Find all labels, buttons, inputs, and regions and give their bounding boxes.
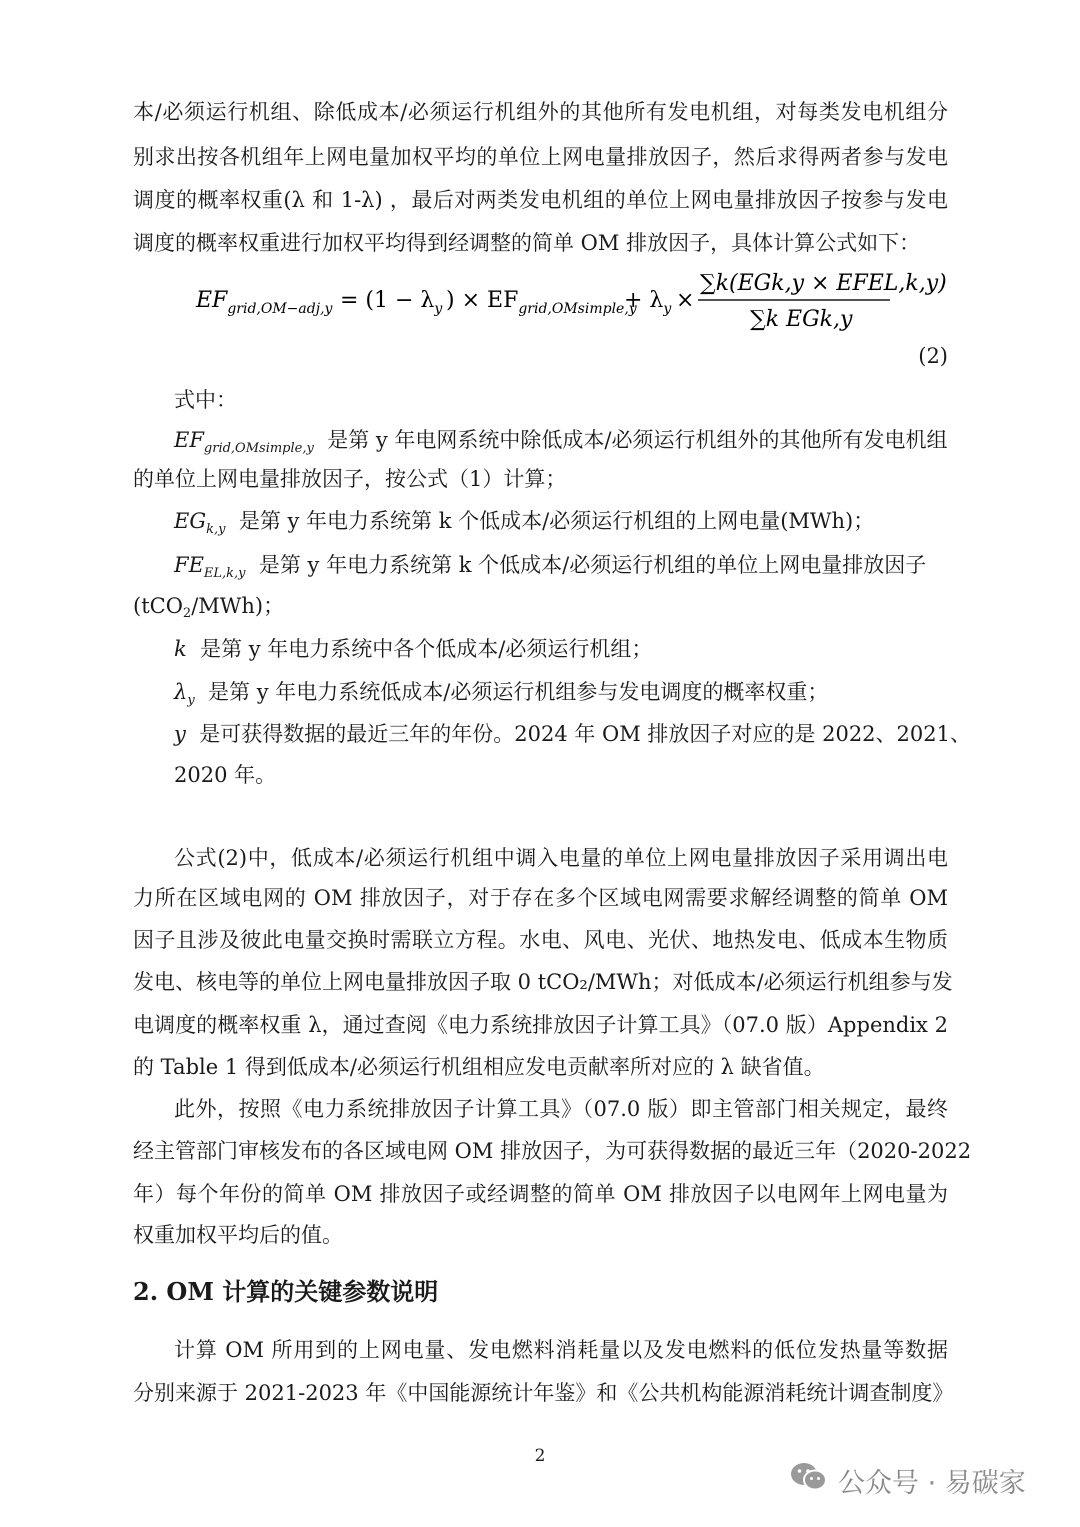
wechat-icon xyxy=(790,1461,828,1500)
symbol-ef-sub: grid,OMsimple,y xyxy=(203,441,314,456)
formula-number: (2) xyxy=(918,344,948,368)
symbol-fe-sub: EL,k,y xyxy=(203,566,246,581)
definition-fe-text: 是第 y 年电力系统第 k 个低成本/必须运行机组的单位上网电量排放因子 xyxy=(258,553,927,577)
watermark xyxy=(790,1460,1026,1500)
paragraph2-line-2: 力所在区域电网的 OM 排放因子，对于存在多个区域电网需要求解经调整的简单 OM xyxy=(133,886,948,910)
symbol-lambda-sub: y xyxy=(187,693,195,708)
paragraph3-line-3: 年）每个年份的简单 OM 排放因子或经调整的简单 OM 排放因子以电网年上网电量为 xyxy=(133,1182,948,1206)
paragraph1-line-2: 别求出按各机组年上网电量加权平均的单位上网电量排放因子，然后求得两者参与发电 xyxy=(133,145,948,169)
paragraph2-line-4: 发电、核电等的单位上网电量排放因子取 0 tCO₂/MWh；对低成本/必须运行机组参与发 xyxy=(133,970,953,994)
paragraph2-line-5: 电调度的概率权重 λ，通过查阅《电力系统排放因子计算工具》（07.0 版）Appendix 2 xyxy=(133,1013,948,1037)
paragraph1-line-4: 调度的概率权重进行加权平均得到经调整的简单 OM 排放因子，具体计算公式如下： xyxy=(133,231,921,255)
formula-lhs: $EF_{grid,OM-adj,y}$ xyxy=(196,288,333,317)
section2-line-2: 分别来源于 2021-2023 年《中国能源统计年鉴》和《公共机构能源消耗统计调查制度》 xyxy=(133,1381,954,1405)
formula-2 xyxy=(0,262,1080,342)
definition-fe-unit xyxy=(133,590,284,630)
watermark-text: 公众号 · 易碳家 xyxy=(838,1467,1026,1499)
symbol-k: k xyxy=(174,637,187,661)
formula-numerator: ∑k(EGk,y × EFEL,k,y) xyxy=(700,271,947,296)
formula-mid: ) × $EF_{grid,OMsimple,y}$ xyxy=(446,288,637,317)
paragraph1-line-1: 本/必须运行机组、除低成本/必须运行机组外的其他所有发电机组，对每类发电机组分 xyxy=(133,100,948,124)
definition-lambda xyxy=(174,676,828,717)
paragraph2-line-1: 公式(2)中，低成本/必须运行机组中调入电量的单位上网电量排放因子采用调出电 xyxy=(174,846,948,870)
section2-line-1: 计算 OM 所用到的上网电量、发电燃料消耗量以及发电燃料的低位发热量等数据 xyxy=(174,1338,948,1362)
unit-part-a: (tCO xyxy=(133,594,183,618)
paragraph2-line-6: 的 Table 1 得到低成本/必须运行机组相应发电贡献率所对应的 λ 缺省值。 xyxy=(133,1055,825,1079)
formula-plus: + $\lambda_y$ xyxy=(624,288,672,317)
page-number: 2 xyxy=(534,1446,546,1466)
definition-ef-grid xyxy=(174,424,948,465)
symbol-eg: EG xyxy=(174,509,207,533)
definition-lambda-text: 是第 y 年电力系统低成本/必须运行机组参与发电调度的概率权重； xyxy=(208,680,829,704)
definition-eg-text: 是第 y 年电力系统第 k 个低成本/必须运行机组的上网电量(MWh)； xyxy=(238,509,875,533)
unit-part-c: /MWh)； xyxy=(191,594,285,618)
formula-times: × xyxy=(676,288,695,313)
paragraph3-line-2: 经主管部门审核发布的各区域电网 OM 排放因子，为可获得数据的最近三年（2020-2022 xyxy=(133,1139,972,1163)
formula-svg xyxy=(0,262,1080,342)
definitions-intro: 式中： xyxy=(174,388,237,412)
definition-ef-grid-text: 是第 y 年电网系统中除低成本/必须运行机组外的其他所有发电机组 xyxy=(327,428,948,452)
section-heading: 2. OM 计算的关键参数说明 xyxy=(133,1277,439,1306)
definition-ef-grid-cont: 的单位上网电量排放因子，按公式（1）计算； xyxy=(133,467,567,491)
definition-y xyxy=(174,718,971,750)
definition-k xyxy=(174,633,652,665)
definition-y-text: 是可获得数据的最近三年的年份。2024 年 OM 排放因子对应的是 2022、2021、 xyxy=(199,722,971,746)
unit-subscript: 2 xyxy=(182,606,192,621)
paragraph3-line-1: 此外，按照《电力系统排放因子计算工具》（07.0 版）即主管部门相关规定，最终 xyxy=(174,1097,948,1121)
symbol-fe: FE xyxy=(174,553,204,577)
paragraph1-line-3: 调度的概率权重(λ 和 1-λ) ，最后对两类发电机组的单位上网电量排放因子按参与发电 xyxy=(133,188,948,212)
paragraph3-line-4: 权重加权平均后的值。 xyxy=(133,1223,343,1247)
symbol-y: y xyxy=(174,722,186,746)
definition-k-text: 是第 y 年电力系统中各个低成本/必须运行机组； xyxy=(200,637,653,661)
definition-y-cont: 2020 年。 xyxy=(174,763,277,787)
symbol-lambda: λ xyxy=(174,680,188,704)
definition-eg xyxy=(174,505,874,546)
symbol-eg-sub: k,y xyxy=(206,522,226,537)
formula-denominator: ∑k EGk,y xyxy=(750,307,853,332)
symbol-ef: EF xyxy=(174,428,204,452)
paragraph2-line-3: 因子且涉及彼此电量交换时需联立方程。水电、风电、光伏、地热发电、低成本生物质 xyxy=(133,928,948,952)
definition-fe xyxy=(174,549,926,590)
formula-eq: = ($1 - \lambda_y$ xyxy=(340,288,443,317)
